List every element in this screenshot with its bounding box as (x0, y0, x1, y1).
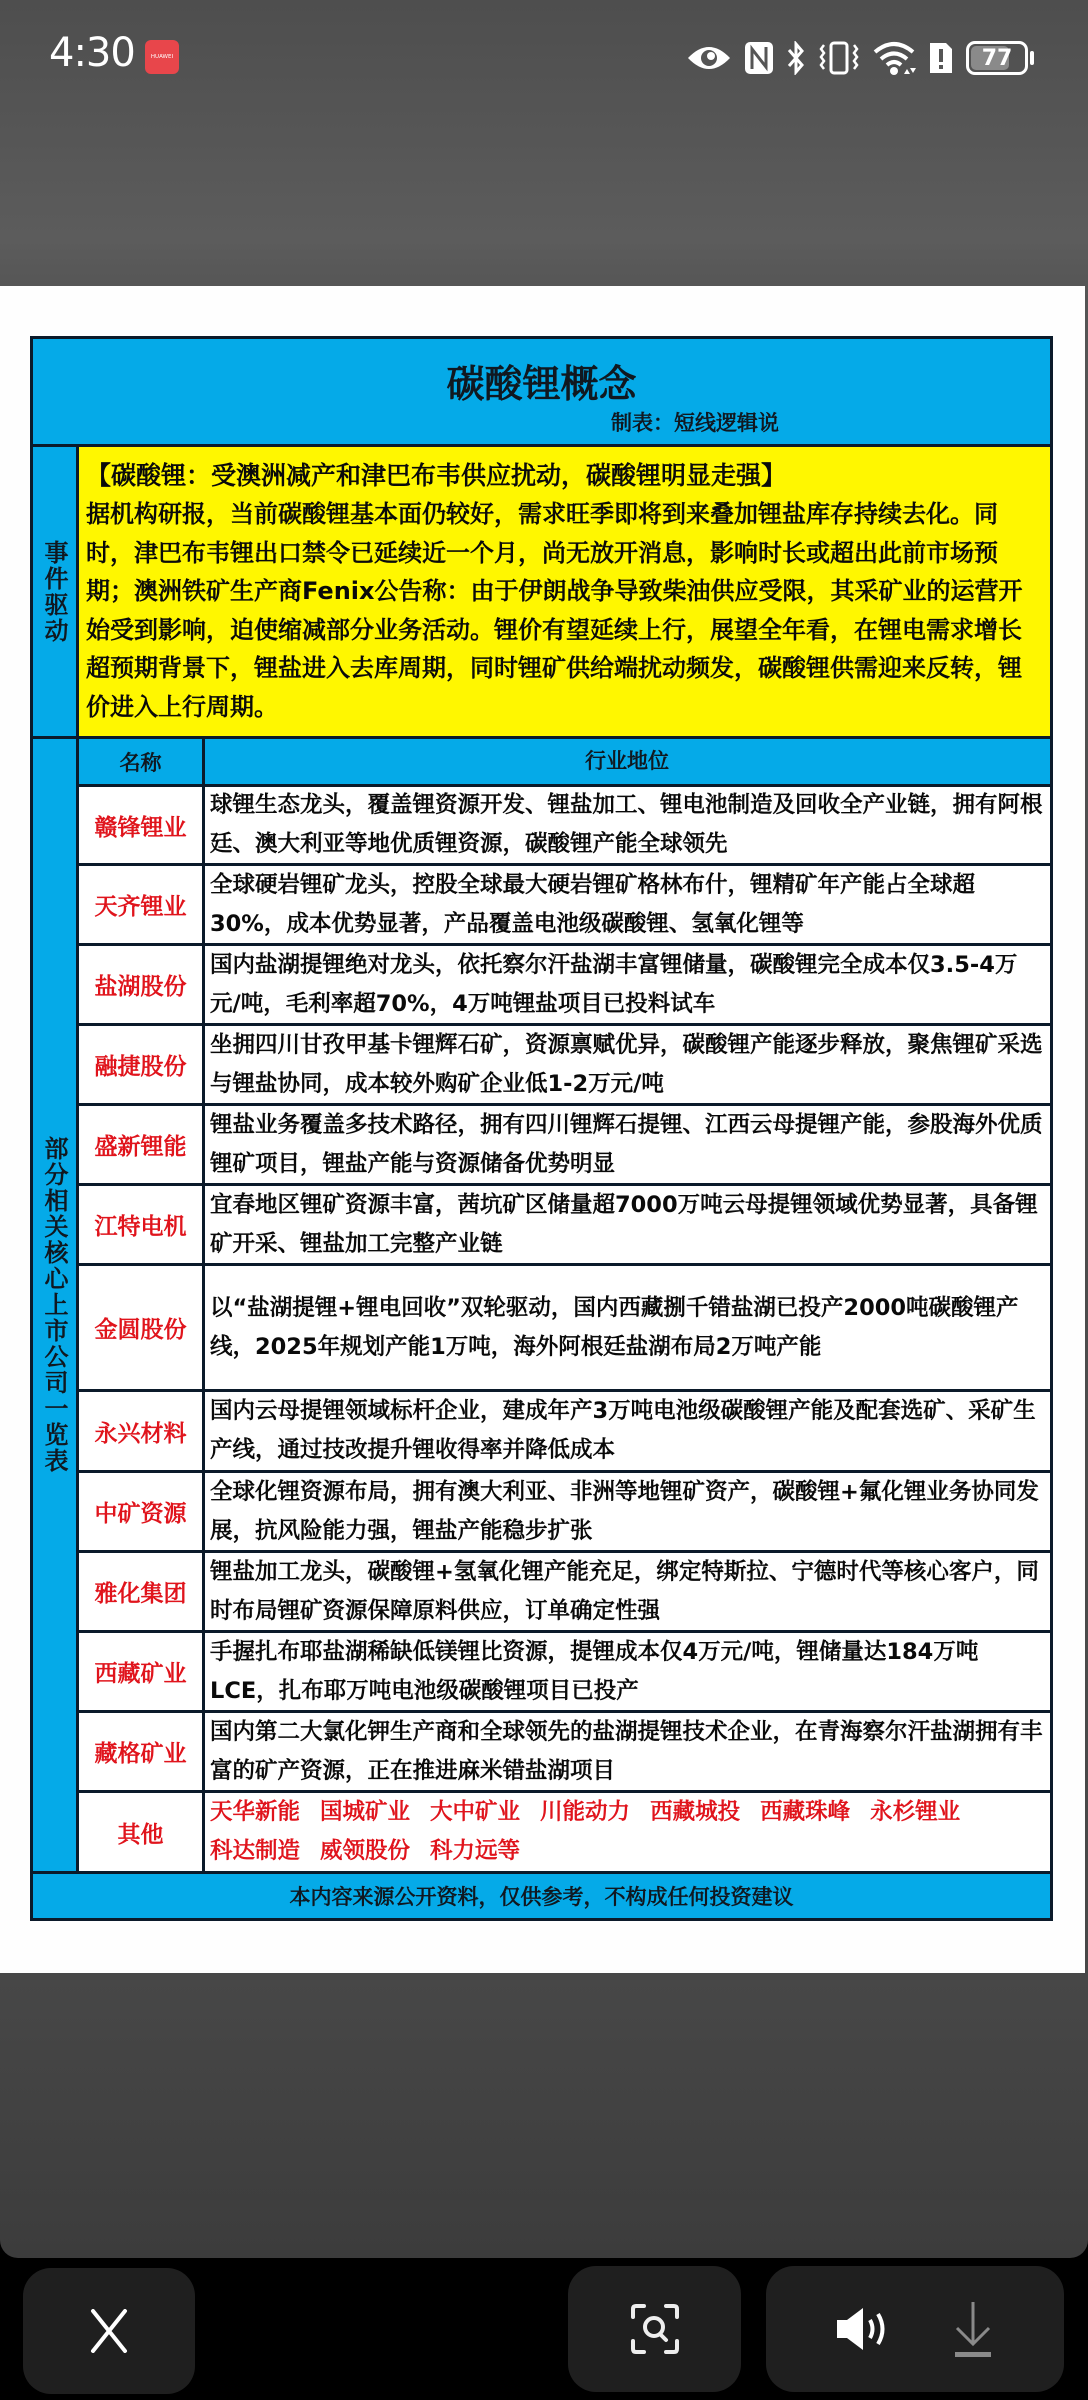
table-header (33, 339, 1050, 447)
company-desc: 坐拥四川甘孜甲基卡锂辉石矿，资源禀赋优异，碳酸锂产能逐步释放，聚焦锂矿采选与锂盐协同，成本较外购矿企业低1-2万元/吨 (210, 1031, 1043, 1097)
table-row (79, 1392, 1050, 1473)
other-company: 国城矿业 (320, 1799, 411, 1825)
event-label: 事件驱动 (33, 447, 79, 736)
table-maker: 制表：短线逻辑说 (611, 411, 779, 435)
table-row (79, 1186, 1050, 1266)
vibrate-icon (818, 41, 860, 75)
other-company: 威领股份 (320, 1838, 411, 1864)
table-row (79, 1633, 1050, 1713)
column-header-name: 名称 (79, 739, 205, 784)
company-name: 永兴材料 (79, 1392, 205, 1470)
other-company: 川能动力 (540, 1799, 631, 1825)
bottom-toolbar (0, 2258, 1088, 2400)
table-row (79, 1473, 1050, 1553)
companies-list (79, 739, 1050, 1871)
image-content[interactable] (0, 286, 1085, 1973)
company-desc: 锂盐业务覆盖多技术路径，拥有四川锂辉石提锂、江西云母提锂产能，参股海外优质锂矿项目，锂盐产能与资源储备优势明显 (210, 1111, 1043, 1177)
company-desc: 球锂生态龙头，覆盖锂资源开发、锂盐加工、锂电池制造及回收全产业链，拥有阿根廷、澳大利亚等地优质锂资源，碳酸锂产能全球领先 (210, 792, 1043, 857)
company-name: 盐湖股份 (79, 946, 205, 1023)
close-icon (89, 2309, 129, 2353)
other-company: 科力远等 (430, 1838, 521, 1864)
event-content (79, 447, 1050, 736)
company-desc: 以“盐湖提锂+锂电回收”双轮驱动，国内西藏捌千错盐湖已投产2000吨碳酸锂产线，2025年规划产能1万吨，海外阿根廷盐湖布局2万吨产能 (210, 1294, 1019, 1360)
status-bar (0, 0, 1088, 115)
company-desc: 国内盐湖提锂绝对龙头，依托察尔汗盐湖丰富锂储量，碳酸锂完全成本仅3.5-4万元/吨，毛利率超70%，4万吨锂盐项目已投料试车 (210, 951, 1018, 1017)
speaker-icon[interactable] (835, 2306, 891, 2352)
table-row (79, 1553, 1050, 1633)
company-name: 盛新锂能 (79, 1106, 205, 1183)
companies-section (33, 739, 1050, 1874)
table-title: 碳酸锂概念 (446, 362, 637, 406)
company-desc: 全球化锂资源布局，拥有澳大利亚、非洲等地锂矿资产，碳酸锂+氟化锂业务协同发展，抗风险能力强，锂盐产能稳步扩张 (210, 1478, 1039, 1544)
company-name: 雅化集团 (79, 1553, 205, 1630)
table-row (79, 866, 1050, 946)
visual-search-button[interactable] (568, 2266, 741, 2392)
status-icons (686, 38, 1034, 78)
event-body: 据机构研报，当前碳酸锂基本面仍较好，需求旺季即将到来叠加锂盐库存持续去化。同时，津巴布韦锂出口禁令已延续近一个月，尚无放开消息，影响时长或超出此前市场预期；澳洲铁矿生产商Fenix公告称：由于伊朗战争导致柴油供应受限，其采矿业的运营开始受到影响，迫使缩减部分业务活动。锂价有望延续上行，展望全年看，在锂电需求增长超预期背景下，锂盐进入去库周期，同时锂矿供给端扰动频发，碳酸锂供需迎来反转，锂价进入上行周期。 (86, 500, 1023, 721)
companies-label: 部分相关核心上市公司一览表 (33, 739, 79, 1871)
battery-tip (1030, 51, 1034, 65)
bluetooth-icon (786, 41, 806, 75)
other-company: 永杉锂业 (870, 1799, 961, 1825)
nfc-icon (744, 41, 774, 75)
table-row (79, 946, 1050, 1026)
visual-search-icon (630, 2303, 680, 2355)
column-header-row (79, 739, 1050, 787)
company-name: 藏格矿业 (79, 1713, 205, 1790)
company-name: 江特电机 (79, 1186, 205, 1263)
other-company: 西藏城投 (650, 1799, 741, 1825)
battery-level: 77 (981, 45, 1013, 71)
company-name: 融捷股份 (79, 1026, 205, 1103)
media-controls (766, 2266, 1064, 2392)
table-row (79, 1713, 1050, 1793)
company-desc: 全球硬岩锂矿龙头，控股全球最大硬岩锂矿格林布什，锂精矿年产能占全球超30%，成本优势显著，产品覆盖电池级碳酸锂、氢氧化锂等 (210, 871, 976, 937)
other-company: 科达制造 (210, 1838, 301, 1864)
company-desc: 手握扎布耶盐湖稀缺低镁锂比资源，提锂成本仅4万元/吨，锂储量达184万吨LCE，扎布耶万吨电池级碳酸锂项目已投产 (210, 1638, 979, 1704)
company-name: 赣锋锂业 (79, 787, 205, 863)
others-list (205, 1793, 1050, 1871)
sim-alert-icon (928, 41, 954, 75)
table-row (79, 1106, 1050, 1186)
event-driver-section (33, 447, 1050, 739)
company-name: 中矿资源 (79, 1473, 205, 1550)
close-button[interactable] (23, 2268, 195, 2394)
others-label: 其他 (79, 1793, 205, 1871)
company-name: 天齐锂业 (79, 866, 205, 943)
table-row (79, 787, 1050, 866)
lithium-carbonate-table (30, 336, 1053, 1921)
download-icon[interactable] (951, 2300, 995, 2358)
huawei-app-icon: HUAWEI (145, 40, 179, 74)
wifi-icon (872, 40, 916, 76)
table-row (79, 1266, 1050, 1392)
other-company: 西藏珠峰 (760, 1799, 851, 1825)
eye-comfort-icon (686, 42, 732, 74)
status-time: 4:30 (49, 30, 135, 76)
company-name: 金圆股份 (79, 1266, 205, 1389)
event-headline: 【碳酸锂：受澳洲减产和津巴布韦供应扰动，碳酸锂明显走强】 (86, 461, 787, 490)
disclaimer-footer: 本内容来源公开资料，仅供参考，不构成任何投资建议 (289, 1885, 794, 1909)
company-desc: 锂盐加工龙头，碳酸锂+氢氧化锂产能充足，绑定特斯拉、宁德时代等核心客户，同时布局锂矿资源保障原料供应，订单确定性强 (210, 1558, 1039, 1624)
others-row (79, 1793, 1050, 1871)
company-desc: 宜春地区锂矿资源丰富，茜坑矿区储量超7000万吨云母提锂领域优势显著，具备锂矿开采、锂盐加工完整产业链 (210, 1191, 1038, 1257)
battery-icon (966, 41, 1028, 75)
other-company: 大中矿业 (430, 1799, 521, 1825)
company-desc: 国内第二大氯化钾生产商和全球领先的盐湖提锂技术企业，在青海察尔汗盐湖拥有丰富的矿产资源，正在推进麻米错盐湖项目 (210, 1718, 1043, 1784)
column-header-position: 行业地位 (585, 749, 669, 773)
company-name: 西藏矿业 (79, 1633, 205, 1710)
table-row (79, 1026, 1050, 1106)
other-company: 天华新能 (210, 1799, 301, 1825)
company-desc: 国内云母提锂领域标杆企业，建成年产3万吨电池级碳酸锂产能及配套选矿、采矿生产线，通过技改提升锂收得率并降低成本 (210, 1398, 1036, 1463)
